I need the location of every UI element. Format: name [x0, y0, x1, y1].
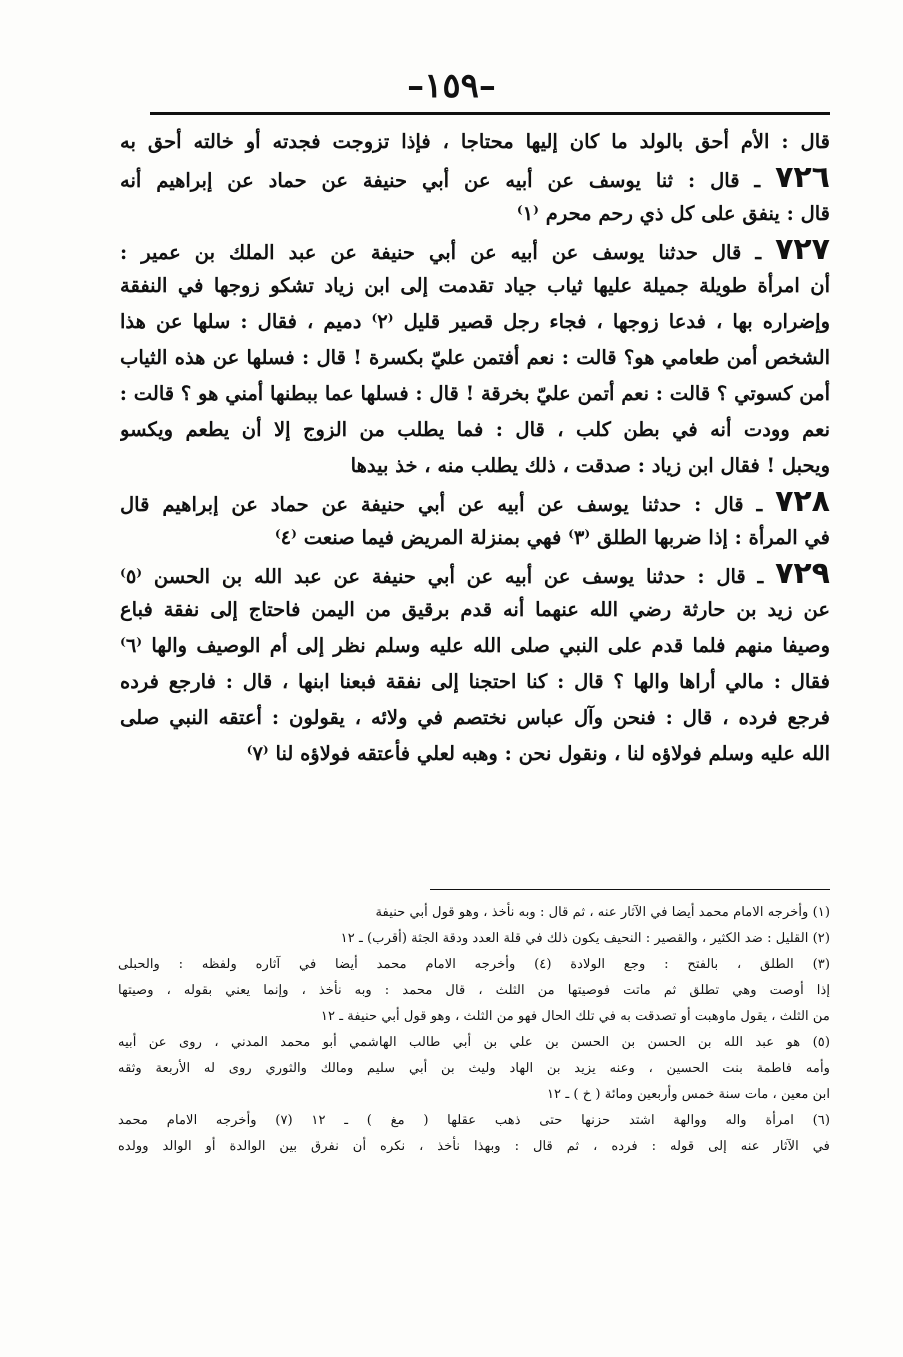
line-text: قال : ينفق على كل ذي رحم محرم ⁽١⁾: [516, 202, 830, 225]
line-text: فقال : مالي أراها والها ؟ قال : كنا احتجنا إلى نفقة فبعنا ابنها ، قال : فارجع فرده: [120, 670, 830, 693]
footnote-line: (١) وأخرجه الامام محمد أيضا في الآثار عنه ، ثم قال : وبه نأخذ ، وهو قول أبي حنيفة: [375, 905, 830, 920]
text-line: [120, 448, 830, 484]
text-line: [120, 700, 830, 736]
footnote-line: وأمه فاطمة بنت الحسين ، وعنه يزيد بن الهاد وليث بن أبي سليم ومالك والثوري روى له الأربعة وثقه: [118, 1061, 830, 1076]
line-text: ـ قال : حدثنا يوسف عن أبيه عن أبي حنيفة عن حماد عن إبراهيم قال: [120, 493, 776, 516]
page-number: –١٥٩–: [407, 66, 496, 106]
text-line: [120, 484, 830, 520]
footnote-line: (٥) هو عبد الله بن الحسن بن الحسن بن علي بن أبي طالب الهاشمي أبو محمد المدني ، روى عن أبيه: [118, 1035, 830, 1050]
line-text: أن امرأة طويلة جميلة عليها ثياب جياد تقدمت إلى ابن زياد تشكو زوجها في النفقة: [120, 274, 830, 297]
line-text: ويحبل ! فقال ابن زياد : صدقت ، ذلك يطلب منه ، خذ بيدها: [350, 454, 830, 477]
text-line: [120, 556, 830, 592]
text-line: [120, 268, 830, 304]
entry-number: ٧٢٧: [775, 232, 830, 267]
text-line: [120, 664, 830, 700]
line-text: وإضراره بها ، فدعا زوجها ، فجاء رجل قصير قليل ⁽٢⁾ دميم ، فقال : سلها عن هذا: [120, 310, 830, 333]
footnote-line: ابن معين ، مات سنة خمس وأربعين ومائة ( خ ) ـ ١٢: [546, 1087, 830, 1102]
line-text: ـ قال حدثنا يوسف عن أبيه عن أبي حنيفة عن عبد الملك بن عمير :: [120, 241, 776, 264]
footnotes: [118, 900, 830, 1160]
line-text: وصيفا منهم فلما قدم على النبي صلى الله عليه وسلم نظر إلى أم الوصيف والها ⁽٦⁾: [120, 634, 830, 657]
text-line: [120, 160, 830, 196]
header-rule: [150, 112, 830, 115]
text-line: [120, 340, 830, 376]
text-line: [120, 628, 830, 664]
text-line: [120, 124, 830, 160]
line-text: أمن كسوتي ؟ قالت : نعم أتمن عليّ بخرقة ! قال : فسلها عما ببطنها أمني هو ؟ قالت :: [120, 382, 830, 405]
line-text: الله عليه وسلم فولاؤه لنا ، ونقول نحن : وهبه لعلي فأعتقه فولاؤه لنا ⁽٧⁾: [246, 742, 830, 765]
text-line: [120, 304, 830, 340]
footnote-line: من الثلث ، يقول ماوهبت أو تصدقت به في تلك الحال فهو من الثلث ، وهو قول أبي حنيفة ـ ١٢: [320, 1009, 830, 1024]
line-text: ـ قال : حدثنا يوسف عن أبيه عن أبي حنيفة عن عبد الله بن الحسن ⁽٥⁾: [120, 565, 776, 588]
text-line: [120, 736, 830, 772]
text-line: [120, 196, 830, 232]
text-line: [120, 232, 830, 268]
line-text: في المرأة : إذا ضربها الطلق ⁽٣⁾ فهي بمنزلة المريض فيما صنعت ⁽٤⁾: [274, 526, 830, 549]
main-text: [120, 124, 830, 772]
text-line: [120, 376, 830, 412]
text-line: [120, 520, 830, 556]
footnote-line: (٣) الطلق ، بالفتح : وجع الولادة (٤) وأخرجه الامام محمد أيضا في آثاره ولفظه : والحبلى: [118, 957, 830, 972]
line-text: نعم وودت أنه في بطن كلب ، قال : فما يطلب من الزوج إلا أن يطعم ويكسو: [120, 418, 830, 441]
footnote-line: (٦) امرأة واله ووالهة اشتد حزنها حتى ذهب عقلها ( مغ ) ـ ١٢ (٧) وأخرجه الامام محمد: [118, 1113, 830, 1128]
text-line: [120, 592, 830, 628]
line-text: ـ قال : ثنا يوسف عن أبيه عن أبي حنيفة عن حماد عن إبراهيم أنه: [120, 169, 776, 192]
entry-number: ٧٢٦: [775, 160, 830, 195]
footnote-line: (٢) القليل : ضد الكثير ، والقصير : النحيف يكون ذلك في قلة العدد ودقة الجثة (أقرب) ـ ١٢: [340, 931, 830, 946]
line-text: الشخص أمن طعامي هو؟ قالت : نعم أفتمن عليّ بكسرة ! قال : فسلها عن هذه الثياب: [120, 346, 830, 369]
line-text: فرجع فرده ، قال : فنحن وآل عباس نختصم في ولائه ، يقولون : أعتقه النبي صلى: [120, 706, 830, 729]
line-text: قال : الأم أحق بالولد ما كان إليها محتاجا ، فإذا تزوجت فجدته أو خالته أحق به: [120, 130, 830, 153]
footnote-separator: [430, 889, 830, 890]
entry-number: ٧٢٩: [775, 556, 830, 591]
entry-number: ٧٢٨: [775, 484, 830, 519]
text-line: [120, 412, 830, 448]
footnote-line: إذا أوصت وهي تطلق ثم ماتت فوصيتها من الثلث ، قال محمد : وبه نأخذ ، وإنما يعني بقوله ، وصيتها: [118, 983, 830, 998]
line-text: عن زيد بن حارثة رضي الله عنهما أنه قدم برقيق من اليمن فاحتاج إلى نفقة فباع: [120, 598, 830, 621]
footnote-line: في الآثار عنه إلى قوله : فرده ، ثم قال : وبهذا نأخذ ، نكره أن نفرق بين الوالدة أو الوالد وولده: [118, 1139, 830, 1154]
